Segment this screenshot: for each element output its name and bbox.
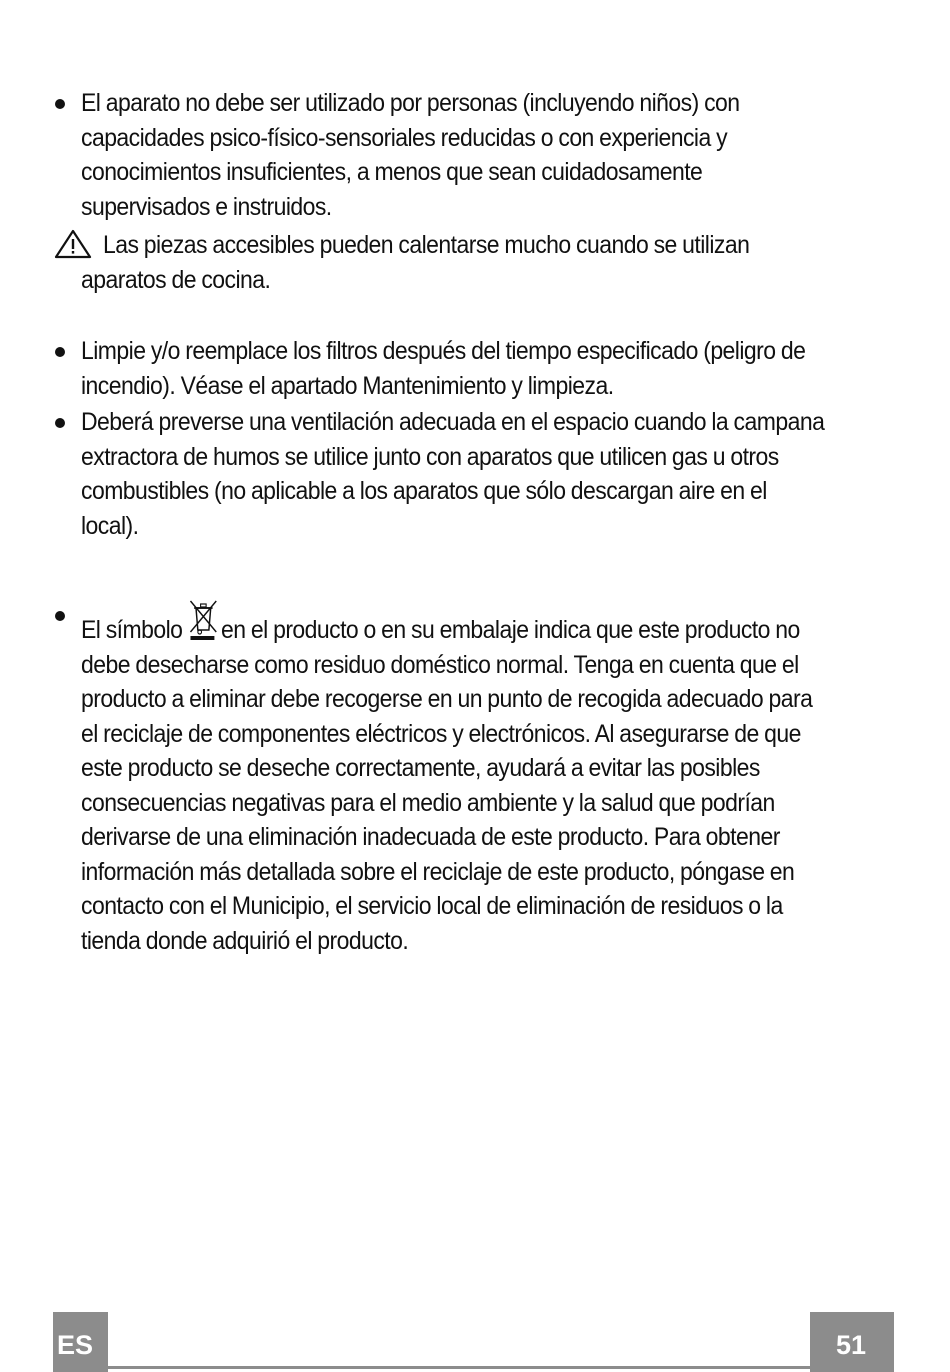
paragraph-disposal (81, 598, 826, 958)
bullet (55, 99, 65, 109)
warning-text-second-line: aparatos de cocina. (81, 266, 271, 294)
warning-text-first-line: Las piezas accesibles pueden calentarse mucho cuando se utilizan (103, 231, 750, 259)
crossed-out-wheelie-bin-icon (183, 598, 220, 642)
bullet (55, 347, 65, 357)
warning-triangle-icon (54, 229, 92, 259)
page-number: 51 (836, 1330, 867, 1360)
bullet (55, 611, 65, 621)
language-label: ES (57, 1330, 94, 1360)
disposal-text-before-icon: El símbolo (81, 616, 183, 644)
bullet (55, 418, 65, 428)
paragraph-filters: Limpie y/o reemplace los filtros después del tiempo especificado (peligro de incendio). Véase el apartado Mantenimiento y limpieza. (81, 337, 806, 400)
footer-rule (108, 1366, 810, 1369)
paragraph-supervision: El aparato no debe ser utilizado por personas (incluyendo niños) con capacidades psico-físico-sensoriales reducidas o con experiencia y conocimientos insuficientes, a menos que sean cuidadosamente supervisados e instruidos. (81, 89, 740, 221)
disposal-text-after-icon: en el producto o en su embalaje indica que este producto no debe desecharse como residuo doméstico normal. Tenga en cuenta que el producto a eliminar debe recogerse en un punto de recogida adecuado para el reciclaje de componentes eléctricos y electrónicos. Al asegurarse de que este producto se deseche correctamente, ayudará a evitar las posibles consecuencias negativas para el medio ambiente y la salud que podrían derivarse de una eliminación inadecuada de este producto. Para obtener información más detallada sobre el reciclaje de este producto, póngase en contacto con el Municipio, el servicio local de eliminación de residuos o la tienda donde adquirió el producto. (81, 616, 813, 955)
paragraph-ventilation: Deberá preverse una ventilación adecuada en el espacio cuando la campana extractora de humos se utilice junto con aparatos que utilicen gas u otros combustibles (no aplicable a los aparatos que sólo descargan aire en el local). (81, 408, 825, 540)
